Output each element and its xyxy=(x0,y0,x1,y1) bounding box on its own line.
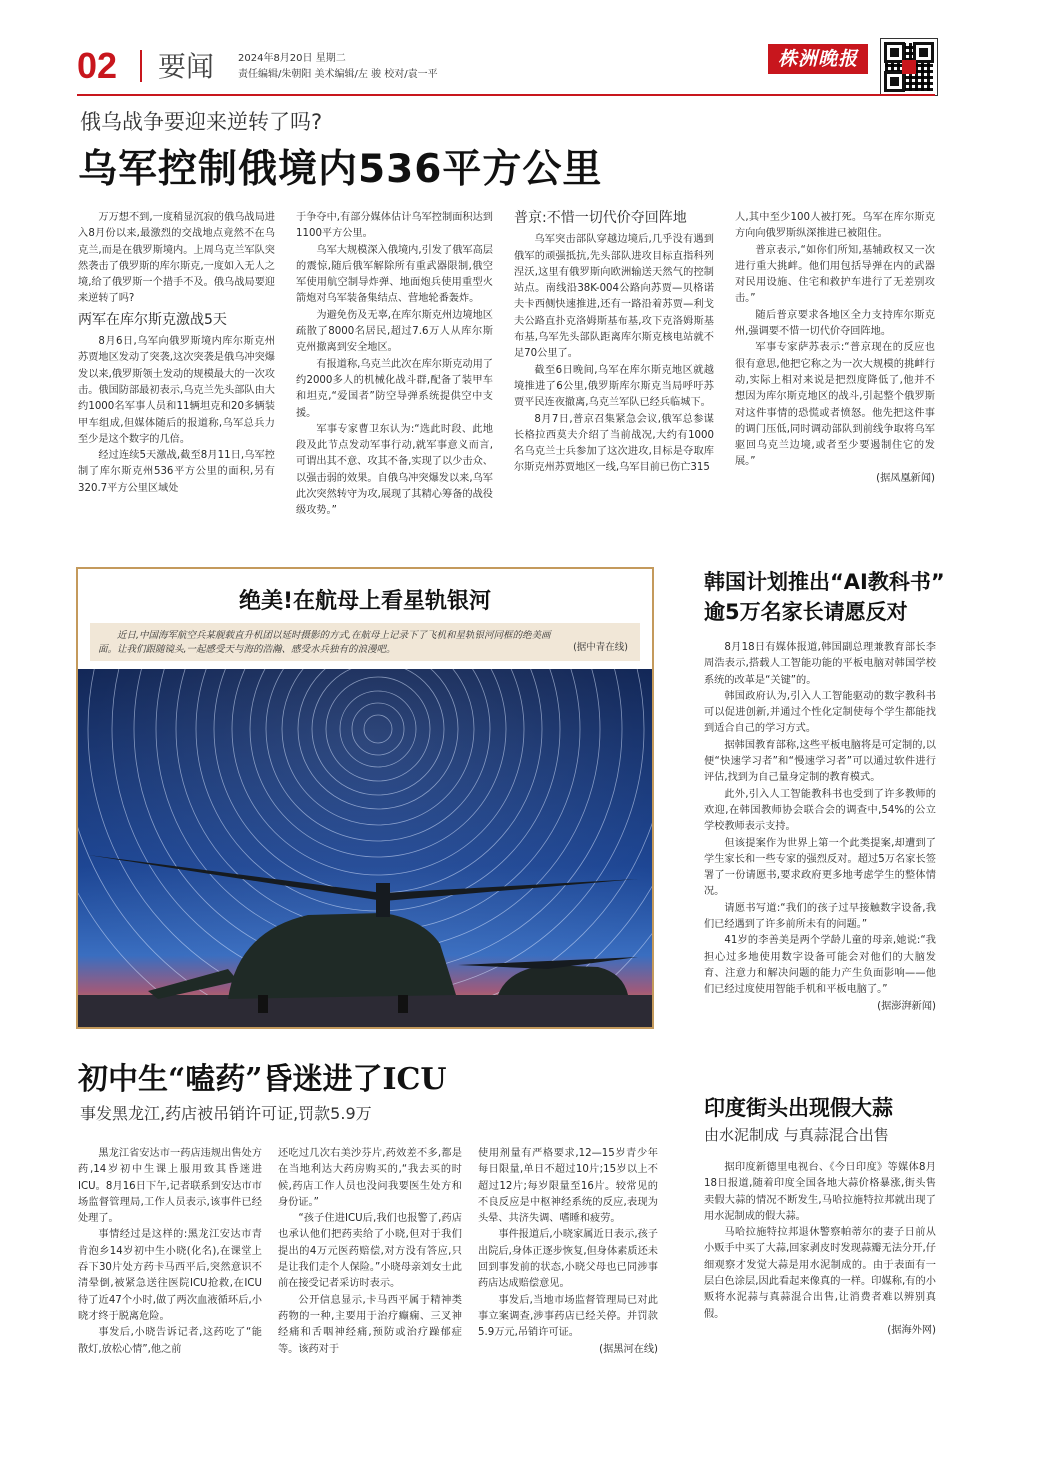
editor-credits: 责任编辑/朱朝阳 美术编辑/左 骏 校对/袁一平 xyxy=(238,69,438,80)
paragraph: 事情经过是这样的:黑龙江安达市青肯泡乡14岁初中生小晓(化名),在课堂上吞下30片处方药卡马西平后,突然意识不清晕倒,被紧急送往医院ICU抢救,在ICU待了近47个小时,做了两次血液循环后,小晓才终于脱离危险。 xyxy=(78,1229,262,1322)
icu-subheadline: 事发黑龙江,药店被吊销许可证,罚款5.9万 xyxy=(80,1104,372,1123)
india-subheadline: 由水泥制成 与真蒜混合出售 xyxy=(704,1126,889,1144)
photo-feature-frame xyxy=(76,567,654,1029)
lead-column-1 xyxy=(78,210,275,497)
page-number: 02 xyxy=(77,45,118,86)
lead-subhead-1: 两军在库尔斯克激战5天 xyxy=(78,311,227,328)
section-title: 要闻 xyxy=(158,50,215,83)
aircraft-carrier-helicopter-image xyxy=(78,669,652,1027)
star-trail-photo xyxy=(78,669,652,1027)
paragraph: 但该提案作为世界上第一个此类提案,却遭到了学生家长和一些专家的强烈反对。超过5万名家长签署了一份请愿书,要求政府更多地考虑学生的整体情况。 xyxy=(704,837,936,898)
paragraph: 随后普京要求各地区全力支持库尔斯克州,强调要不惜一切代价夺回阵地。 xyxy=(735,309,935,338)
paragraph: 于争夺中,有部分媒体估计乌军控制面积达到1100平方公里。 xyxy=(296,212,493,240)
korea-body xyxy=(704,640,936,1015)
icu-column-3 xyxy=(478,1146,658,1358)
photo-source: (据中青在线) xyxy=(573,642,628,653)
paragraph: 人,其中至少100人被打死。乌军在库尔斯克方向向俄罗斯纵深推进已被阻住。 xyxy=(735,212,935,240)
paragraph: 事件报道后,小晓家属近日表示,孩子出院后,身体正逐步恢复,但身体素质还未回到事发前的状态,小晓父母也已同涉事药店达成赔偿意见。 xyxy=(478,1229,658,1290)
lead-column-4 xyxy=(735,210,935,487)
paragraph: 事发后,当地市场监督管理局已对此事立案调查,涉事药店已经关停。并罚款5.9万元,吊销许可证。 xyxy=(478,1294,658,1339)
paragraph: 此外,引入人工智能教科书也受到了许多教师的欢迎,在韩国教师协会联合会的调查中,54%的公立学校教师表示支持。 xyxy=(704,788,936,833)
issue-date: 2024年8月20日 星期二 xyxy=(238,53,346,64)
lead-headline: 乌军控制俄境内536平方公里 xyxy=(78,147,603,192)
paragraph: 8月7日,普京召集紧急会议,俄军总参谋长格拉西莫夫介绍了当前战况,大约有1000名乌克兰士兵参加了这次进攻,目标是夺取库尔斯克州苏贾地区一线,乌军目前已伤亡315 xyxy=(514,413,714,474)
source-credit: (据黑河在线) xyxy=(599,1343,658,1355)
paragraph: 公开信息显示,卡马西平属于精神类药物的一种,主要用于治疗癫痫、三叉神经痛和舌咽神经痛,预防或治疗躁郁症等。该药对于 xyxy=(278,1294,462,1355)
paragraph: 8月18日有媒体报道,韩国副总理兼教育部长李周浩表示,搭载人工智能功能的平板电脑对韩国学校系统的改革是“关键”的。 xyxy=(704,642,936,686)
header-rule xyxy=(77,94,935,96)
paragraph: 韩国政府认为,引入人工智能驱动的数字教科书可以促进创新,并通过个性化定制使每个学生都能找到适合自己的学习方式。 xyxy=(704,690,936,735)
paragraph: 马哈拉施特拉邦退休警察帕蒂尔的妻子日前从小贩手中买了大蒜,回家剥皮时发现蒜瓣无法分开,仔细观察才发觉大蒜是用水泥制成的。由于表面有一层白色涂层,因此看起来像真的一样。印媒称,有的小贩将水泥蒜与真蒜混合出售,让消费者难以辨别真假。 xyxy=(704,1227,936,1320)
source-credit: (据凤凰新闻) xyxy=(876,472,935,484)
qr-code-icon xyxy=(880,38,938,96)
paragraph: 请愿书写道:“我们的孩子过早接触数字设备,我们已经遇到了许多前所未有的问题。” xyxy=(704,902,936,931)
paragraph: 据韩国教育部称,这些平板电脑将是可定制的,以便“快速学习者”和“慢速学习者”可以通过软件进行评估,找到为自己量身定制的教育模式。 xyxy=(704,739,936,784)
icu-column-2 xyxy=(278,1146,462,1358)
paragraph: 使用剂量有严格要求,12—15岁青少年每日限量,单日不超过10片;15岁以上不超过12片;每岁限量至16片。较常见的不良反应是中枢神经系统的反应,表现为头晕、共济失调、嗜睡和疲劳。 xyxy=(478,1148,658,1225)
header-divider xyxy=(140,50,142,82)
masthead-logo: 株洲晚报 xyxy=(768,44,868,74)
paragraph: 据印度新德里电视台、《今日印度》等媒体8月18日报道,随着印度全国各地大蒜价格暴涨,街头售卖假大蒜的情况不断发生,马哈拉施特拉邦就出现了用水泥制成的假大蒜。 xyxy=(704,1162,936,1222)
paragraph: 还吃过几次右美沙芬片,药效差不多,都是在当地利达大药房购买的,“我去买的时候,药店工作人员也没问我要医生处方和身份证。” xyxy=(278,1148,462,1208)
paragraph: 8月6日,乌军向俄罗斯境内库尔斯克州苏贾地区发动了突袭,这次突袭是俄乌冲突爆发以来,俄罗斯领土发动的规模最大的一次攻击。俄国防部最初表示,乌克兰先头部队由大约1000名军事人员和11辆坦克和20多辆装甲车组成,但媒体随后的报道称,乌军总兵力至少是这个数字的几倍。 xyxy=(78,336,275,445)
paragraph: 军事专家曹卫东认为:“选此时段、此地段及此节点发动军事行动,就军事意义而言,可谓出其不意、攻其不备,实现了以少击众、以强击弱的效果。自俄乌冲突爆发以来,乌军此次突然转守为攻,展现了其精心筹备的战役级攻势。” xyxy=(296,423,493,517)
paragraph: 黑龙江省安达市一药店违规出售处方药,14岁初中生课上服用致其昏迷进ICU。8月16日下午,记者联系到安达市市场监督管理局,工作人员表示,该事件已经处理了。 xyxy=(78,1148,262,1225)
paragraph: 事发后,小晓告诉记者,这药吃了“能散灯,放松心情”,他之前 xyxy=(78,1327,262,1355)
paragraph: 41岁的李善美是两个学龄儿童的母亲,她说:“我担心过多地使用数字设备可能会对他们的大脑发育、注意力和解决问题的能力产生负面影响——他们已经过度使用智能手机和平板电脑了。” xyxy=(704,935,936,996)
korea-headline-line-2: 逾5万名家长请愿反对 xyxy=(704,600,908,624)
paragraph: 截至6日晚间,乌军在库尔斯克地区就越境推进了6公里,俄罗斯库尔斯克当局呼吁苏贾平民连夜撤离,乌克兰军队已经兵临城下。 xyxy=(514,364,714,409)
lead-intro: 万万想不到,一度稍显沉寂的俄乌战局进入8月份以来,最激烈的交战地点竟然不在乌克兰,而是在俄罗斯境内。上周乌克兰军队突然袭击了俄罗斯的库尔斯克,一度如入无人之境,给了俄罗斯一个措手不及。俄乌战局要迎来逆转了吗? xyxy=(78,212,275,305)
paragraph: 乌军突击部队穿越边境后,几乎没有遇到俄军的顽强抵抗,先头部队进攻目标直指科列涅沃,这里有俄罗斯向欧洲输送天然气的控制站点。南线沿38K-004公路向苏贾—贝格诺夫卡西侧快速推进,还有一路沿着苏贾—利戈夫公路直扑克洛姆斯基布基,攻下克洛姆斯基布基,乌军先头部队距离库尔斯克核电站就不足70公里了。 xyxy=(514,234,714,360)
paragraph: “孩子住进ICU后,我们也报警了,药店也承认他们把药卖给了小晓,但对于我们提出的4万元医药赔偿,对方没有答应,只是让我们走个人保险。”小晓母亲刘女士此前在接受记者采访时表示。 xyxy=(278,1213,462,1290)
photo-caption: 近日,中国海军航空兵某舰载直升机团以延时摄影的方式,在航母上记录下了飞机和星轨银河同框的绝美画面。让我们跟随镜头,一起感受天与海的浩瀚、感受水兵独有的浪漫吧。 xyxy=(98,630,551,655)
india-headline: 印度街头出现假大蒜 xyxy=(704,1096,893,1120)
korea-headline-line-1: 韩国计划推出“AI教科书” xyxy=(704,570,945,594)
photo-feature-title: 绝美!在航母上看星轨银河 xyxy=(238,589,492,614)
source-credit: (据澎湃新闻) xyxy=(877,1000,936,1012)
india-body xyxy=(704,1160,936,1339)
icu-headline: 初中生“嗑药”昏迷进了ICU xyxy=(78,1062,447,1097)
paragraph: 有报道称,乌克兰此次在库尔斯克动用了约2000多人的机械化战斗群,配备了装甲车和坦克,“爱国者”防空导弹系统提供空中支援。 xyxy=(296,358,493,419)
paragraph: 军事专家萨苏表示:“普京现在的反应也很有意思,他把它称之为一次大规模的挑衅行动,实际上相对来说是把烈度降低了,他并不想因为库尔斯克地区的战斗,引起整个俄罗斯对这件事情的恐慌或者愤怒。他先把这件事的调门压低,同时调动部队到前线争取将乌军驱回乌克兰边境,或者至少要遏制住它的发展。” xyxy=(735,342,935,468)
paragraph: 乌军大规模深入俄境内,引发了俄军高层的震惊,随后俄军解除所有重武器限制,俄空军使用航空制导炸弹、地面炮兵使用重型火箭炮对乌军装备集结点、营地轮番轰炸。 xyxy=(296,244,493,305)
source-credit: (据海外网) xyxy=(887,1324,936,1336)
lead-column-3 xyxy=(514,210,714,477)
paragraph: 经过连续5天激战,截至8月11日,乌军控制了库尔斯克州536平方公里的面积,另有320.7平方公里区域处 xyxy=(78,450,275,494)
lead-kicker: 俄乌战争要迎来逆转了吗? xyxy=(80,110,323,134)
lead-subhead-2: 普京:不惜一切代价夺回阵地 xyxy=(514,210,687,226)
paragraph: 为避免伤及无辜,在库尔斯克州边境地区疏散了8000名居民,超过7.6万人从库尔斯克州撤离到安全地区。 xyxy=(296,309,493,354)
lead-column-2 xyxy=(296,210,493,520)
photo-caption-box xyxy=(90,623,640,661)
paragraph: 普京表示,“如你们所知,基辅政权又一次进行重大挑衅。他们用包括导弹在内的武器对民用设施、住宅和救护车进行了无差别攻击。” xyxy=(735,244,935,305)
icu-column-1 xyxy=(78,1146,262,1358)
